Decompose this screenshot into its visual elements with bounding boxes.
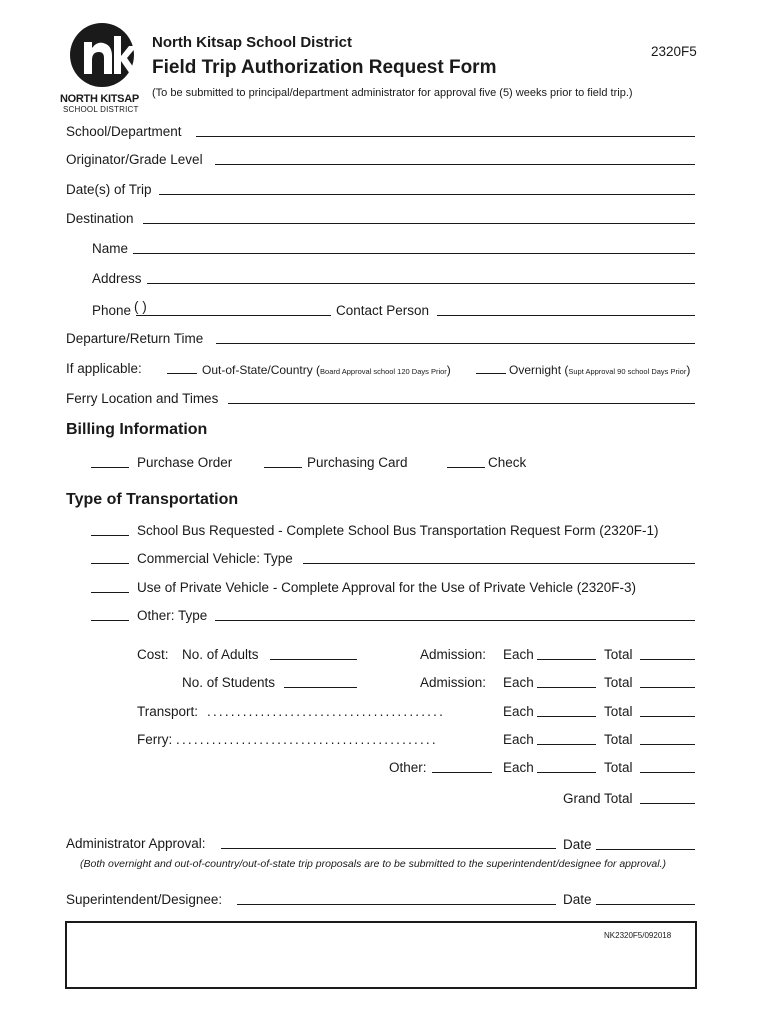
superintendent-field[interactable] — [237, 904, 556, 905]
departure-label: Departure/Return Time — [66, 331, 204, 346]
school-department-field[interactable] — [196, 136, 695, 137]
transport-total-label: Total — [604, 704, 633, 719]
ferry-leader-dots: ............................................ — [176, 732, 438, 747]
private-vehicle-checkline[interactable] — [91, 592, 129, 593]
other-cost-field[interactable] — [432, 772, 492, 773]
destination-label: Destination — [66, 211, 134, 226]
address-field[interactable] — [147, 283, 695, 284]
out-of-state-note: Board Approval school 120 Days Prior — [320, 367, 447, 376]
transport-each-field[interactable] — [537, 716, 596, 717]
adults-each-field[interactable] — [537, 659, 596, 660]
commercial-vehicle-label: Commercial Vehicle: Type — [137, 551, 293, 566]
school-department-label: School/Department — [66, 124, 182, 139]
other-checkline[interactable] — [91, 620, 129, 621]
other-cost-label: Other: — [389, 760, 427, 775]
admin-approval-label: Administrator Approval: — [66, 836, 206, 851]
ferry-each-field[interactable] — [537, 744, 596, 745]
contact-person-field[interactable] — [437, 315, 695, 316]
purchasing-card-label: Purchasing Card — [307, 455, 408, 470]
transport-leader-dots: ........................................ — [207, 704, 446, 719]
logo-line1: NORTH KITSAP — [60, 93, 139, 105]
superintendent-date-label: Date — [563, 892, 592, 907]
purchase-order-label: Purchase Order — [137, 455, 233, 470]
ferry-total-label: Total — [604, 732, 633, 747]
check-checkline[interactable] — [447, 467, 485, 468]
school-bus-label: School Bus Requested - Complete School Bus Transportation Request Form (2320F-1) — [137, 523, 659, 538]
adults-total-label: Total — [604, 647, 633, 662]
phone-field[interactable] — [136, 315, 331, 316]
students-label: No. of Students — [182, 675, 276, 690]
overnight-note: Supt Approval 90 school Days Prior — [568, 367, 687, 376]
billing-heading: Billing Information — [66, 421, 208, 438]
other-type-field[interactable] — [215, 620, 695, 621]
address-label: Address — [92, 271, 142, 286]
ferry-field[interactable] — [228, 403, 695, 404]
commercial-vehicle-checkline[interactable] — [91, 563, 129, 564]
office-use-box — [65, 921, 697, 989]
grand-total-label: Grand Total — [563, 791, 633, 806]
dates-label: Date(s) of Trip — [66, 182, 152, 197]
purchase-order-checkline[interactable] — [91, 467, 129, 468]
form-code: 2320F5 — [651, 44, 697, 59]
ferry-each-label: Each — [503, 732, 534, 747]
logo-line2: SCHOOL DISTRICT — [63, 105, 139, 114]
out-of-state-option — [202, 362, 451, 380]
name-label: Name — [92, 241, 129, 256]
superintendent-label: Superintendent/Designee: — [66, 892, 223, 907]
out-of-state-close: ) — [446, 363, 451, 377]
admin-approval-field[interactable] — [221, 848, 556, 849]
superintendent-date-field[interactable] — [596, 904, 695, 905]
transport-total-field[interactable] — [640, 716, 695, 717]
ferry-label: Ferry Location and Times — [66, 391, 219, 406]
adults-total-field[interactable] — [640, 659, 695, 660]
out-of-state-checkline[interactable] — [167, 373, 197, 374]
originator-label: Originator/Grade Level — [66, 152, 203, 167]
students-total-field[interactable] — [640, 687, 695, 688]
other-each-label: Each — [503, 760, 534, 775]
admin-date-field[interactable] — [596, 849, 695, 850]
students-each-label: Each — [503, 675, 534, 690]
other-total-label: Total — [604, 760, 633, 775]
transport-cost-label: Transport: — [137, 704, 199, 719]
contact-person-label: Contact Person — [336, 303, 430, 318]
transport-heading: Type of Transportation — [66, 491, 239, 508]
overnight-close: ) — [686, 363, 691, 377]
ferry-total-field[interactable] — [640, 744, 695, 745]
private-vehicle-label: Use of Private Vehicle - Complete Approval for the Use of Private Vehicle (2320F-3) — [137, 580, 636, 595]
grand-total-field[interactable] — [640, 803, 695, 804]
students-field[interactable] — [284, 687, 357, 688]
dates-field[interactable] — [159, 194, 695, 195]
students-admission-label: Admission: — [420, 675, 487, 690]
overnight-checkline[interactable] — [476, 373, 506, 374]
name-field[interactable] — [133, 253, 695, 254]
other-each-field[interactable] — [537, 772, 596, 773]
adults-label: No. of Adults — [182, 647, 259, 662]
overnight-label: Overnight ( — [509, 363, 569, 377]
departure-field[interactable] — [216, 343, 695, 344]
adults-admission-label: Admission: — [420, 647, 487, 662]
other-type-label: Other: Type — [137, 608, 208, 623]
submission-instruction: (To be submitted to principal/department administrator for approval five (5) weeks prior to field trip.) — [152, 87, 633, 99]
students-total-label: Total — [604, 675, 633, 690]
check-label: Check — [488, 455, 527, 470]
students-each-field[interactable] — [537, 687, 596, 688]
transport-each-label: Each — [503, 704, 534, 719]
overnight-option — [509, 362, 690, 380]
school-bus-checkline[interactable] — [91, 535, 129, 536]
page-title: Field Trip Authorization Request Form — [152, 57, 497, 78]
district-logo — [60, 22, 142, 114]
ferry-cost-label: Ferry: — [137, 732, 173, 747]
adults-each-label: Each — [503, 647, 534, 662]
form-revision-code: NK2320F5/092018 — [604, 931, 672, 940]
phone-area-code: ( ) — [134, 299, 147, 314]
admin-date-label: Date — [563, 837, 592, 852]
adults-field[interactable] — [270, 659, 357, 660]
logo-emblem — [62, 22, 142, 88]
other-total-field[interactable] — [640, 772, 695, 773]
phone-label: Phone — [92, 303, 132, 318]
purchasing-card-checkline[interactable] — [264, 467, 302, 468]
district-name: North Kitsap School District — [152, 34, 353, 51]
commercial-vehicle-type-field[interactable] — [303, 563, 695, 564]
destination-field[interactable] — [143, 223, 695, 224]
out-of-state-label: Out-of-State/Country ( — [202, 363, 321, 377]
approval-note: (Both overnight and out-of-country/out-of-state trip proposals are to be submitted to the superintendent/designee for approval.) — [80, 858, 667, 870]
originator-field[interactable] — [215, 164, 695, 165]
if-applicable-label: If applicable: — [66, 361, 142, 376]
cost-label: Cost: — [137, 647, 169, 662]
